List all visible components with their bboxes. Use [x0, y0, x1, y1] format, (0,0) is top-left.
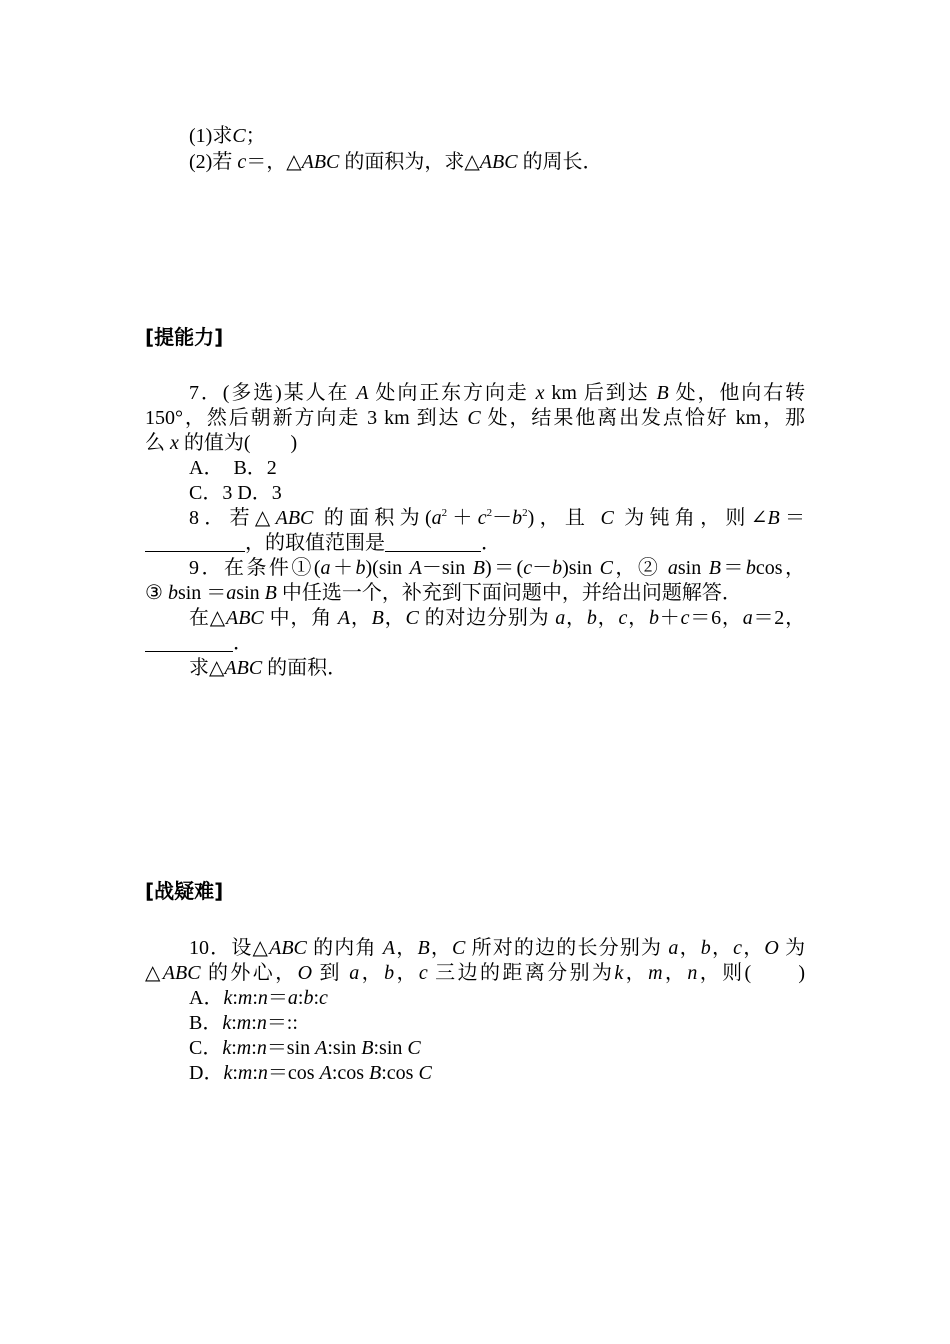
var: B — [361, 1037, 374, 1059]
text: ，则( ) — [697, 962, 806, 984]
exponent: 2 — [441, 507, 448, 519]
text: ＝:: — [266, 1012, 298, 1034]
var: B — [369, 1062, 382, 1084]
var: n — [687, 962, 698, 984]
text: sin — [677, 557, 702, 579]
var: a — [287, 987, 298, 1009]
text: 的面积为( — [323, 507, 432, 529]
text: 到 — [319, 962, 342, 984]
var: b — [355, 557, 366, 579]
text: ， — [395, 937, 418, 959]
text: :sin — [327, 1037, 357, 1059]
exponent: 2 — [486, 507, 493, 519]
text: 么 — [145, 432, 165, 454]
var: a — [742, 607, 753, 629]
text: ， — [350, 607, 372, 629]
text: ＋ — [658, 607, 681, 629]
var: m — [648, 962, 663, 984]
text: : — [231, 1012, 237, 1034]
text: )(sin — [365, 557, 403, 579]
text: :cos — [381, 1062, 414, 1084]
var: b — [648, 607, 659, 629]
section-heading-challenge: [战疑难] — [145, 879, 224, 903]
text: 处，结果他离出发点恰好 km，那 — [487, 407, 805, 429]
text: ＝2， — [752, 607, 806, 629]
var: O — [764, 937, 779, 959]
var: b — [745, 557, 756, 579]
text: 9．在条件①( — [189, 557, 321, 579]
text: :cos — [331, 1062, 365, 1084]
var: A — [315, 1037, 328, 1059]
text: ，② — [612, 557, 661, 579]
text: ③ — [145, 582, 163, 604]
var: a — [320, 557, 331, 579]
var: A — [337, 607, 351, 629]
text: 处，他向右转 — [675, 382, 806, 404]
var: b — [303, 987, 314, 1009]
var: b — [512, 507, 523, 529]
text: 7．(多选)某人在 — [189, 382, 350, 404]
text: (1)求 — [189, 125, 233, 147]
q10-option-a — [189, 986, 328, 1010]
var: m — [236, 1037, 252, 1059]
q9-line2 — [145, 581, 742, 605]
var: ABC — [301, 151, 340, 173]
text: 中，角 — [269, 607, 332, 629]
text: : — [252, 987, 258, 1009]
var: c — [733, 937, 743, 959]
text: 的内角 — [313, 937, 377, 959]
section-heading-improve: [提能力] — [145, 325, 224, 349]
text: D． — [189, 1062, 224, 1084]
text: ， — [710, 937, 734, 959]
var: C — [232, 125, 246, 147]
var: O — [297, 962, 313, 984]
text: B． — [189, 1012, 223, 1034]
var: n — [257, 987, 268, 1009]
text: ＝ — [779, 507, 806, 529]
answer-blank — [385, 533, 481, 552]
q7-line3 — [145, 431, 297, 455]
var: C — [467, 407, 481, 429]
text: ＝，△ — [246, 151, 302, 173]
text: 处向正东方向走 — [375, 382, 529, 404]
var: n — [256, 1037, 267, 1059]
var: k — [614, 962, 624, 984]
var: C — [599, 557, 613, 579]
var: k — [223, 987, 233, 1009]
text: ， — [627, 607, 649, 629]
q6-part2 — [189, 150, 603, 174]
text: 所对的边的长分别为 — [471, 937, 663, 959]
text: 为 — [785, 937, 806, 959]
text: : — [231, 1037, 237, 1059]
var: c — [618, 607, 628, 629]
var: A — [356, 382, 369, 404]
var: A — [382, 937, 396, 959]
var: a — [349, 962, 360, 984]
var: ABC — [479, 151, 518, 173]
var: ABC — [162, 962, 201, 984]
var: C — [405, 607, 419, 629]
text: ． — [481, 532, 501, 554]
text: ＝ — [267, 987, 288, 1009]
q10-option-b — [189, 1011, 298, 1035]
text: ， — [742, 937, 765, 959]
var: x — [170, 432, 179, 454]
text: ＋ — [330, 557, 356, 579]
text: )sin — [562, 557, 593, 579]
text: ＝sin — [266, 1037, 311, 1059]
text: ， — [623, 962, 649, 984]
text: cos， — [755, 557, 806, 579]
text: － — [492, 507, 513, 529]
text: △ — [145, 962, 163, 984]
q9-line4 — [145, 631, 253, 655]
text: : — [251, 1012, 257, 1034]
var: c — [319, 987, 328, 1009]
text: : — [297, 987, 304, 1009]
text: A． — [189, 987, 224, 1009]
text: (2)若 — [189, 151, 233, 173]
var: m — [237, 1062, 253, 1084]
var: c — [477, 507, 487, 529]
text: 10．设△ — [189, 937, 270, 959]
text: : — [313, 987, 320, 1009]
var: A — [319, 1062, 332, 1084]
var: k — [223, 1062, 233, 1084]
text: 的面积为，求△ — [344, 151, 480, 173]
text: 为钝角，则∠ — [624, 507, 768, 529]
var: b — [552, 557, 563, 579]
text: :sin — [373, 1037, 403, 1059]
var: b — [384, 962, 395, 984]
var: b — [167, 582, 178, 604]
text: ＝ — [720, 557, 746, 579]
var: n — [256, 1012, 267, 1034]
var: c — [418, 962, 428, 984]
var: B — [656, 382, 669, 404]
text: 的值为( ) — [183, 432, 298, 454]
text: sin — [236, 582, 260, 604]
text: 的面积． — [267, 657, 348, 679]
text: ＝cos — [267, 1062, 315, 1084]
text: ， — [359, 962, 385, 984]
var: b — [586, 607, 597, 629]
q8-line2 — [145, 531, 501, 555]
text: : — [232, 1062, 238, 1084]
text: 三边的距离分别为 — [435, 962, 615, 984]
exponent: 2 — [522, 507, 528, 519]
text: )，且 — [527, 507, 591, 529]
q8-line1 — [145, 506, 805, 530]
text: ＝6， — [689, 607, 743, 629]
q6-part1 — [189, 124, 266, 148]
var: A — [409, 557, 422, 579]
text: ， — [394, 962, 419, 984]
q7-options-cd: C．3 D．3 — [189, 482, 282, 504]
text: )＝( — [484, 557, 524, 579]
q10-option-d — [189, 1061, 432, 1085]
var: ABC — [269, 937, 307, 959]
var: B — [371, 607, 384, 629]
var: B — [417, 937, 430, 959]
var: a — [668, 937, 679, 959]
answer-blank — [145, 633, 233, 652]
var: B — [708, 557, 721, 579]
text: ； — [245, 125, 266, 147]
text: ， — [383, 607, 406, 629]
text: 8．若△ — [189, 507, 276, 529]
var: m — [236, 1012, 252, 1034]
var: B — [472, 557, 485, 579]
text: 150°，然后朝新方向走 3 km 到达 — [145, 407, 461, 429]
var: x — [535, 382, 545, 404]
text: : — [251, 1037, 257, 1059]
text: ， — [429, 937, 453, 959]
text: ， — [596, 607, 619, 629]
text: 中任选一个，补充到下面问题中，并给出问题解答． — [281, 582, 742, 604]
text: － — [532, 557, 553, 579]
var: a — [431, 507, 442, 529]
text: ， — [565, 607, 587, 629]
answer-blank — [145, 533, 245, 552]
var: C — [407, 1037, 421, 1059]
text: 的外心， — [207, 962, 298, 984]
var: a — [226, 582, 237, 604]
text: ＋ — [447, 507, 478, 529]
var: ABC — [275, 507, 314, 529]
var: C — [452, 937, 466, 959]
text: 的对边分别为 — [424, 607, 550, 629]
var: C — [600, 507, 614, 529]
text: ， — [678, 937, 701, 959]
var: c — [523, 557, 533, 579]
text: 在△ — [189, 607, 226, 629]
text: ． — [233, 632, 253, 654]
var: k — [222, 1012, 232, 1034]
text: 的周长． — [522, 151, 603, 173]
var: m — [237, 987, 253, 1009]
q9-line3 — [145, 606, 805, 630]
text: sin ＝ — [177, 582, 227, 604]
var: C — [418, 1062, 432, 1084]
text: ， — [662, 962, 688, 984]
q10-line1 — [145, 936, 805, 960]
q9-line1 — [145, 556, 805, 580]
q9-line5 — [189, 656, 347, 680]
q7-options-ab: A． B．2 — [189, 457, 277, 479]
var: B — [264, 582, 277, 604]
q7-line1 — [145, 381, 805, 405]
q10-option-c — [189, 1036, 421, 1060]
text: 求△ — [189, 657, 225, 679]
var: c — [237, 151, 247, 173]
text: : — [252, 1062, 258, 1084]
var: B — [767, 507, 780, 529]
text: ，的取值范围是 — [245, 532, 385, 554]
text: －sin — [421, 557, 466, 579]
var: ABC — [224, 657, 263, 679]
q7-line2 — [145, 406, 805, 430]
var: a — [667, 557, 678, 579]
q10-line2 — [145, 961, 805, 985]
var: n — [257, 1062, 268, 1084]
text: km 后到达 — [551, 382, 650, 404]
var: a — [555, 607, 566, 629]
text: C． — [189, 1037, 223, 1059]
var: k — [222, 1037, 232, 1059]
var: c — [680, 607, 690, 629]
var: ABC — [226, 607, 264, 629]
var: b — [700, 937, 711, 959]
text: : — [232, 987, 238, 1009]
